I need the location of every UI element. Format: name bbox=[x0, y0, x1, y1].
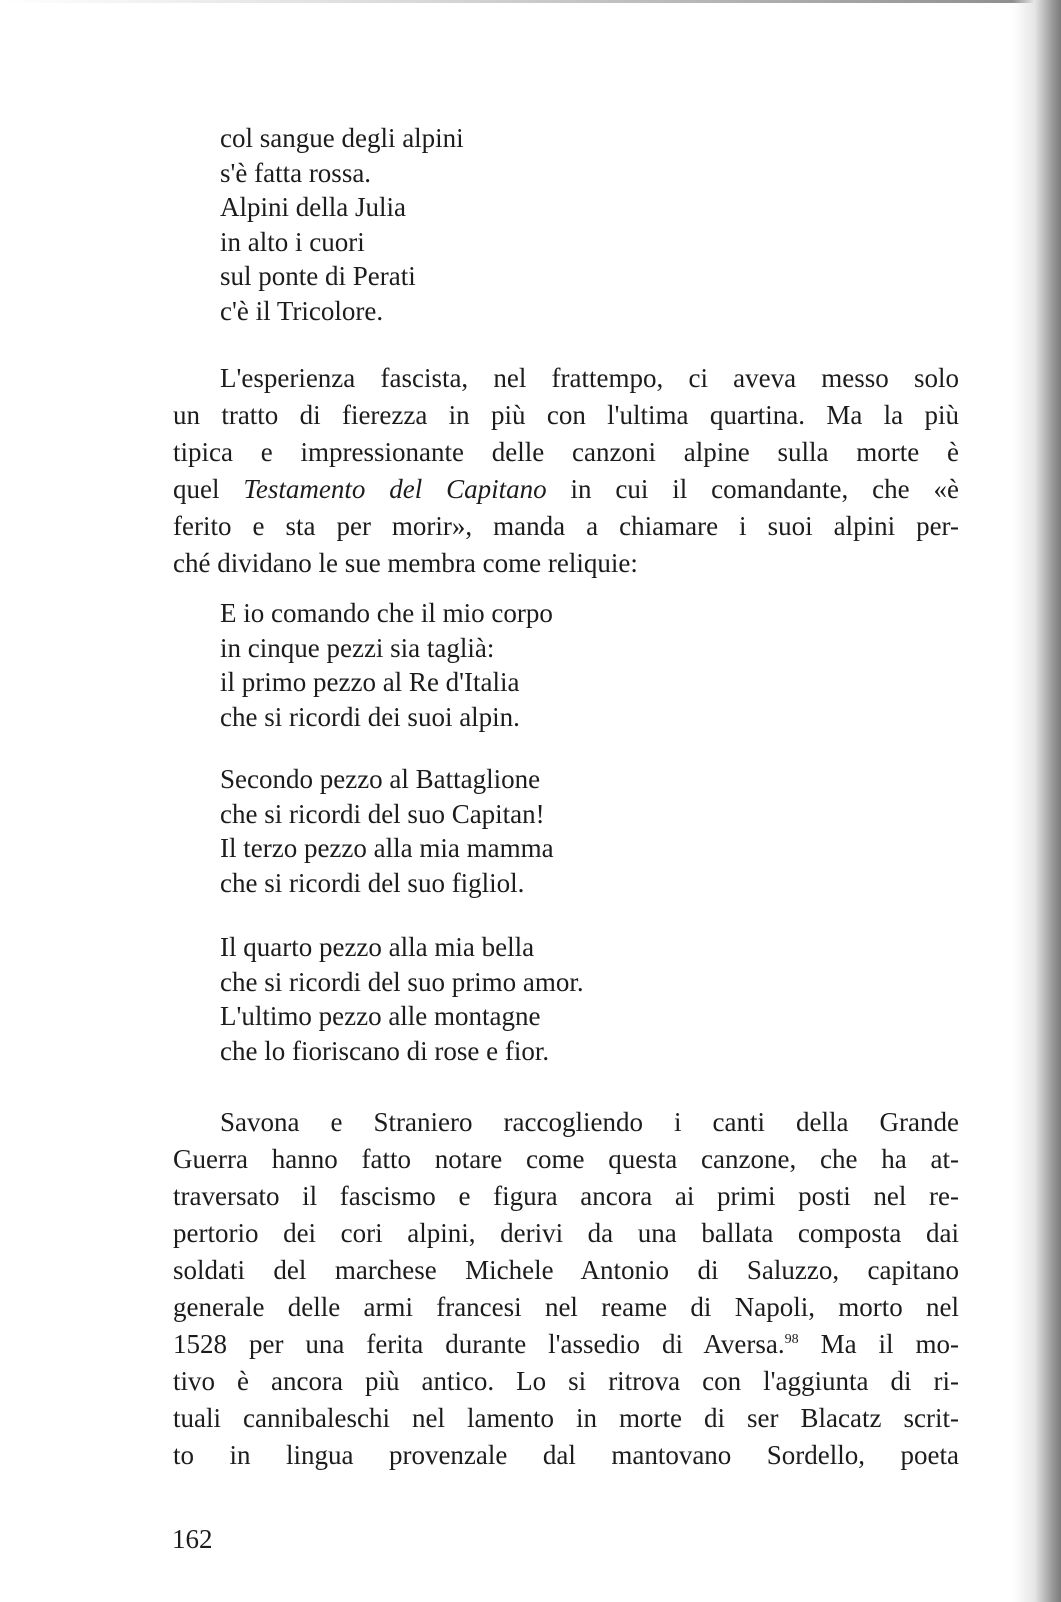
song-title: Testamento del Capitano bbox=[243, 474, 547, 504]
paragraph-line: Guerra hanno fatto notare come questa canzone, che ha at- bbox=[173, 1144, 959, 1174]
paragraph-line: generale delle armi francesi nel reame di Napoli, morto nel bbox=[173, 1292, 959, 1322]
verse-top bbox=[220, 121, 464, 328]
verse-line: Alpini della Julia bbox=[220, 192, 406, 222]
page-top-edge bbox=[0, 0, 1061, 3]
verse-line: c'è il Tricolore. bbox=[220, 295, 384, 326]
verse-line: sul ponte di Perati bbox=[220, 261, 416, 291]
verse-line: che si ricordi del suo Capitan! bbox=[220, 798, 545, 829]
paragraph-line: tuali cannibaleschi nel lamento in morte di ser Blacatz scrit- bbox=[173, 1403, 959, 1433]
verse-line: il primo pezzo al Re d'Italia bbox=[220, 667, 520, 697]
verse-line: che si ricordi del suo figliol. bbox=[220, 867, 525, 898]
paragraph-line bbox=[173, 1326, 959, 1363]
verse-line: che si ricordi del suo primo amor. bbox=[220, 966, 584, 997]
paragraph-line: soldati del marchese Michele Antonio di Saluzzo, capitano bbox=[173, 1255, 959, 1285]
verse-line: in cinque pezzi sia taglià: bbox=[220, 632, 495, 663]
paragraph-line bbox=[173, 471, 959, 508]
page-binding-shadow bbox=[1013, 0, 1061, 1602]
verse-line: Secondo pezzo al Battaglione bbox=[220, 764, 541, 794]
verse-line: Il terzo pezzo alla mia mamma bbox=[220, 833, 554, 863]
line-text: 1528 per una ferita durante l'assedio di Aversa. bbox=[173, 1329, 785, 1359]
footnote-ref: 98 bbox=[784, 1332, 799, 1347]
verse-line: E io comando che il mio corpo bbox=[220, 598, 553, 628]
verse-line: in alto i cuori bbox=[220, 226, 365, 257]
verse-line: col sangue degli alpini bbox=[220, 123, 464, 153]
paragraph-line: pertorio dei cori alpini, derivi da una ballata composta dai bbox=[173, 1218, 959, 1248]
verse-line: s'è fatta rossa. bbox=[220, 157, 372, 188]
verse-line: L'ultimo pezzo alle montagne bbox=[220, 1001, 541, 1031]
paragraph-1 bbox=[173, 360, 959, 582]
line-text: Ma il mo- bbox=[798, 1329, 959, 1359]
paragraph-line: to in lingua provenzale dal mantovano Sordello, poeta bbox=[173, 1440, 959, 1470]
stanza-3 bbox=[220, 930, 584, 1068]
paragraph-line: tivo è ancora più antico. Lo si ritrova con l'aggiunta di ri- bbox=[173, 1366, 959, 1396]
paragraph-2 bbox=[173, 1104, 959, 1474]
verse-line: Il quarto pezzo alla mia bella bbox=[220, 932, 535, 962]
stanza-1 bbox=[220, 596, 553, 734]
page-number: 162 bbox=[172, 1524, 213, 1554]
paragraph-line: ferito e sta per morir», manda a chiamare i suoi alpini per- bbox=[173, 511, 959, 541]
line-text: quel bbox=[173, 474, 244, 504]
paragraph-line: L'esperienza fascista, nel frattempo, ci aveva messo solo bbox=[220, 363, 959, 393]
paragraph-line: traversato il fascismo e figura ancora ai primi posti nel re- bbox=[173, 1181, 959, 1211]
verse-line: che si ricordi dei suoi alpin. bbox=[220, 701, 520, 732]
verse-line: che lo fioriscano di rose e fior. bbox=[220, 1035, 550, 1066]
line-text: in cui il comandante, che «è bbox=[546, 474, 959, 504]
paragraph-line: Savona e Straniero raccogliendo i canti della Grande bbox=[220, 1107, 959, 1137]
stanza-2 bbox=[220, 762, 554, 900]
paragraph-line: tipica e impressionante delle canzoni alpine sulla morte è bbox=[173, 437, 959, 467]
paragraph-line: ché dividano le sue membra come reliquie: bbox=[173, 548, 638, 578]
paragraph-line: un tratto di fierezza in più con l'ultima quartina. Ma la più bbox=[173, 400, 959, 430]
